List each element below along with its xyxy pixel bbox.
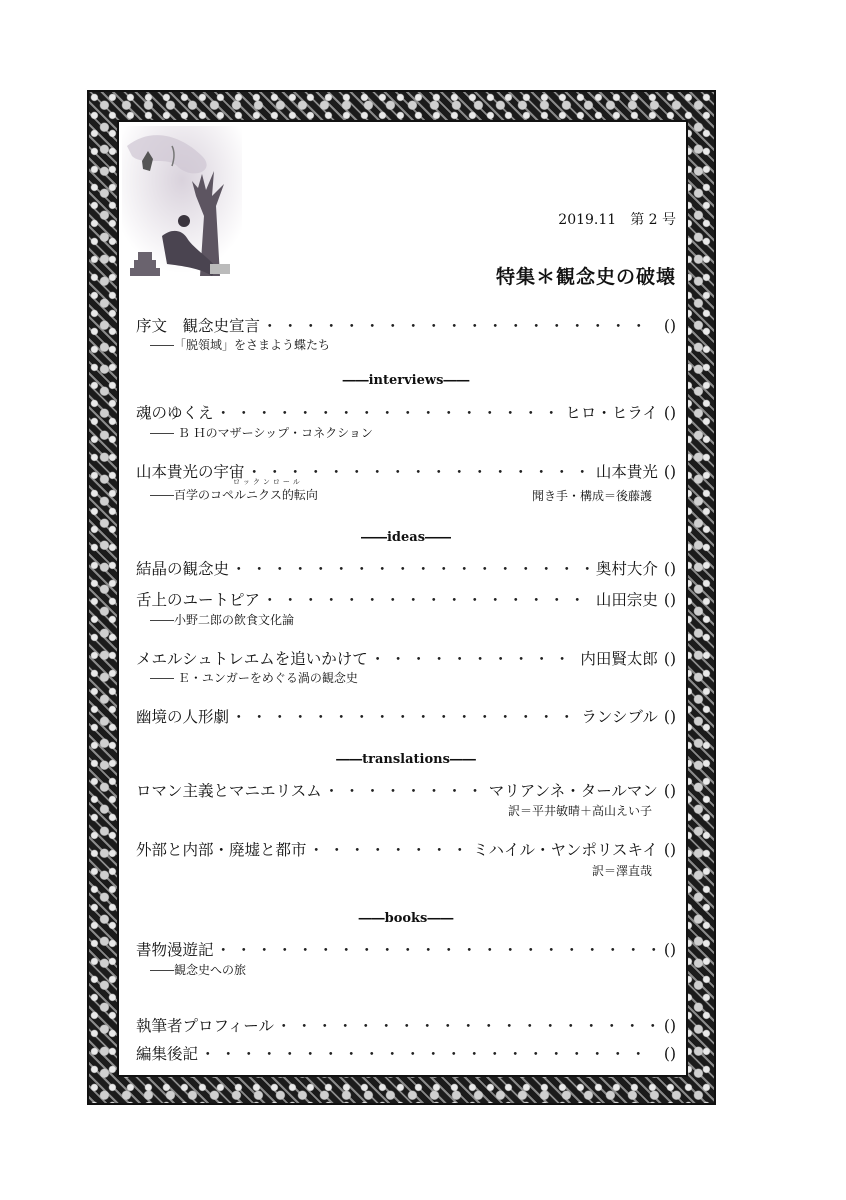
- page-number: (): [663, 941, 676, 959]
- entry-author: ランシブル: [581, 708, 658, 726]
- entry-title: 山本貴光の宇宙: [136, 463, 245, 481]
- section-heading-translations: ――translations――: [336, 752, 476, 767]
- page-number: (): [663, 1017, 676, 1035]
- entry-author: 山本貴光: [595, 463, 658, 481]
- toc-entry-afterword[interactable]: [136, 1042, 676, 1064]
- entry-subtitle: ―― Ｂ Ｈのマザーシップ・コネクション: [150, 426, 373, 440]
- page-number: (): [663, 650, 676, 668]
- entry-author: ヒロ・ヒライ: [565, 404, 658, 422]
- page-number: (): [663, 1045, 676, 1063]
- toc-entry-idea-4[interactable]: [136, 705, 676, 727]
- entry-author: 奥村大介: [595, 560, 658, 578]
- toc-entry-preface[interactable]: [136, 314, 676, 336]
- entry-subtitle: ――小野二郎の飲食文化論: [150, 613, 295, 627]
- leader-dots: [200, 1042, 656, 1064]
- toc-entry-books[interactable]: [136, 938, 676, 960]
- entry-credit: 訳＝澤直哉: [591, 864, 652, 878]
- leader-dots: [231, 705, 579, 727]
- toc-entry-translation-1[interactable]: [136, 779, 676, 801]
- toc-entry-idea-2[interactable]: [136, 588, 676, 610]
- entry-subtitle: ―― Ｅ・ユンガーをめぐる渦の観念史: [150, 671, 358, 685]
- toc-entry-idea-1[interactable]: [136, 557, 676, 579]
- entry-title: 結晶の観念史: [136, 560, 230, 578]
- entry-credit: 訳＝平井敏晴＋高山えい子: [507, 804, 652, 818]
- leader-dots: [216, 938, 656, 960]
- leader-dots: [216, 401, 564, 423]
- entry-subtitle: ――百学のコペルニクス的転向: [150, 488, 318, 502]
- leader-dots: [370, 647, 579, 669]
- entry-title: 書物漫遊記: [136, 941, 214, 959]
- entry-author: マリアンネ・タールマン: [488, 782, 658, 800]
- entry-author: ミハイル・ヤンポリスキイ: [472, 841, 658, 859]
- leader-dots: [276, 1014, 656, 1036]
- leader-dots: [324, 779, 487, 801]
- section-heading-interviews: ――interviews――: [342, 373, 470, 388]
- section-heading-books: ――books――: [358, 911, 454, 926]
- toc-entry-interview-1[interactable]: [136, 401, 676, 423]
- entry-credit: 聞き手・構成＝後藤護: [531, 489, 652, 503]
- page-number: (): [663, 708, 676, 726]
- entry-subtitle: ――「脱領域」をさまよう蝶たち: [150, 338, 331, 352]
- toc-entry-interview-2[interactable]: [136, 460, 676, 482]
- entry-title: 執筆者プロフィール: [136, 1017, 274, 1035]
- entry-title: 序文 観念史宣言: [136, 317, 261, 335]
- issue-info: 2019.11 第 2 号: [558, 212, 676, 228]
- ruby-text: ロックンロール: [233, 478, 303, 486]
- page-number: (): [663, 404, 676, 422]
- feature-title: 特集＊観念史の破壊: [495, 266, 676, 288]
- page-number: (): [663, 317, 676, 335]
- entry-subtitle: ――観念史への旅: [150, 963, 247, 977]
- entry-title: 魂のゆくえ: [136, 404, 214, 422]
- leader-dots: [262, 588, 594, 610]
- entry-title: 外部と内部・廃墟と都市: [136, 841, 307, 859]
- leader-dots: [309, 838, 471, 860]
- leader-dots: [231, 557, 594, 579]
- page-number: (): [663, 841, 676, 859]
- entry-author: 内田賢太郎: [580, 650, 658, 668]
- entry-title: 編集後記: [136, 1045, 199, 1063]
- page-number: (): [663, 591, 676, 609]
- entry-title: 舌上のユートピア: [136, 591, 261, 609]
- page-number: (): [663, 560, 676, 578]
- entry-author: 山田宗史: [595, 591, 658, 609]
- entry-title: メエルシュトレエムを追いかけて: [136, 650, 368, 668]
- entry-title: 幽境の人形劇: [136, 708, 230, 726]
- section-heading-ideas: ――ideas――: [360, 530, 452, 545]
- toc-entry-translation-2[interactable]: [136, 838, 676, 860]
- toc-entry-idea-3[interactable]: [136, 647, 676, 669]
- page-number: (): [663, 463, 676, 481]
- leader-dots: [262, 314, 656, 336]
- page-number: (): [663, 782, 676, 800]
- toc-entry-profiles[interactable]: [136, 1014, 676, 1036]
- cover-illustration: [122, 126, 242, 281]
- entry-title: ロマン主義とマニエリスム: [136, 782, 322, 800]
